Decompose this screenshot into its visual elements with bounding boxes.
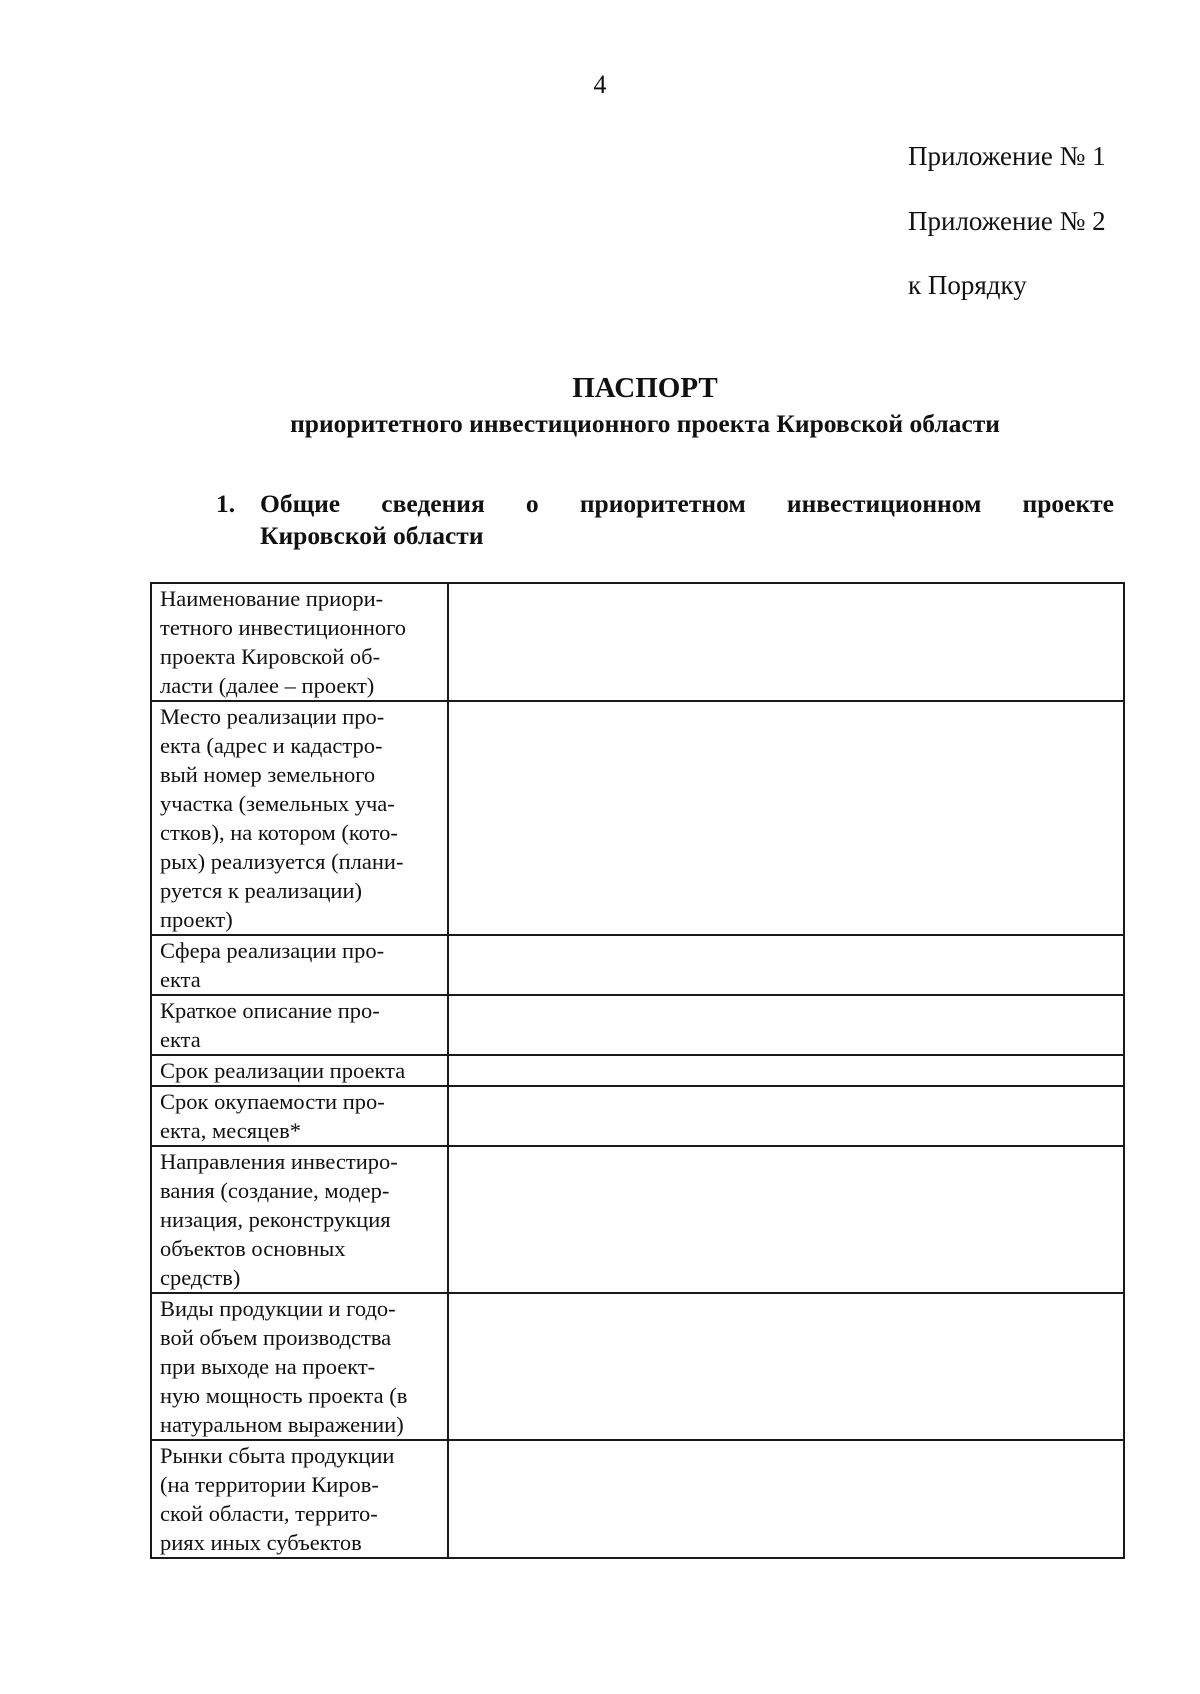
- field-label-line: екта: [160, 1027, 201, 1052]
- field-value-cell[interactable]: [448, 1055, 1124, 1086]
- table-row: [151, 935, 1124, 995]
- field-label-line: рых) реализуется (плани-: [160, 849, 404, 874]
- field-label-line: Срок окупаемости про-: [160, 1089, 385, 1114]
- field-label-cell: [151, 1293, 448, 1440]
- section-heading-word: инвестиционном: [786, 489, 982, 518]
- field-label-line: Сфера реализации про-: [160, 938, 385, 963]
- table-row: [151, 1086, 1124, 1146]
- document-title: ПАСПОРТ: [572, 372, 718, 404]
- section-heading-word: о: [525, 489, 539, 518]
- table-row: [151, 1146, 1124, 1293]
- field-value-cell[interactable]: [448, 701, 1124, 935]
- field-label-line: ную мощность проекта (в: [160, 1383, 408, 1408]
- table-row: [151, 995, 1124, 1055]
- field-label-line: ской области, террито-: [160, 1501, 378, 1526]
- field-label-line: Рынки сбыта продукции: [160, 1443, 395, 1468]
- field-label-line: Виды продукции и годо-: [160, 1296, 396, 1321]
- field-label-cell: [151, 583, 448, 701]
- table-row: [151, 701, 1124, 935]
- field-value-cell[interactable]: [448, 1086, 1124, 1146]
- field-label-line: натуральном выражении): [160, 1412, 404, 1437]
- field-label-cell: [151, 1146, 448, 1293]
- field-label-line: участка (земельных уча-: [160, 791, 395, 816]
- field-value-cell[interactable]: [448, 995, 1124, 1055]
- field-label-cell: [151, 995, 448, 1055]
- field-label-cell: [151, 1086, 448, 1146]
- field-label-line: объектов основных: [160, 1236, 346, 1261]
- field-label-line: екта, месяцев*: [160, 1118, 301, 1143]
- field-label-cell: [151, 1440, 448, 1558]
- field-label-line: вания (создание, модер-: [160, 1178, 390, 1203]
- field-label-line: вый номер земельного: [160, 762, 376, 787]
- field-label-line: ласти (далее – проект): [160, 673, 375, 698]
- table-row: [151, 583, 1124, 701]
- table-row: [151, 1293, 1124, 1440]
- field-label-line: риях иных субъектов: [160, 1530, 362, 1555]
- section-heading-word: сведения: [381, 489, 485, 518]
- section-heading-line-2: Кировской области: [260, 521, 484, 550]
- field-label-cell: [151, 701, 448, 935]
- field-label-cell: [151, 1055, 448, 1086]
- field-value-cell[interactable]: [448, 583, 1124, 701]
- table-row: [151, 1440, 1124, 1558]
- appendix-1-label: Приложение № 1: [908, 141, 1106, 171]
- field-label-line: вой объем производства: [160, 1325, 392, 1350]
- field-label-line: при выходе на проект-: [160, 1354, 376, 1379]
- field-label-line: Краткое описание про-: [160, 998, 380, 1023]
- field-label-cell: [151, 935, 448, 995]
- table-row: [151, 1055, 1124, 1086]
- field-label-line: екта: [160, 967, 201, 992]
- field-label-line: тетного инвестиционного: [160, 615, 407, 640]
- field-label-line: низация, реконструкция: [160, 1207, 391, 1232]
- field-label-line: екта (адрес и кадастро-: [160, 733, 383, 758]
- field-value-cell[interactable]: [448, 935, 1124, 995]
- passport-table: [150, 582, 1125, 1559]
- document-subtitle: приоритетного инвестиционного проекта Кировской области: [290, 409, 1000, 438]
- field-label-line: средств): [160, 1265, 241, 1290]
- appendix-order-label: к Порядку: [908, 270, 1027, 300]
- field-label-line: проекта Кировской об-: [160, 644, 381, 669]
- page-number: 4: [593, 70, 607, 99]
- section-heading-line-1: [260, 488, 1114, 520]
- field-label-line: проект): [160, 907, 233, 932]
- field-value-cell[interactable]: [448, 1440, 1124, 1558]
- field-label-line: стков), на котором (кото-: [160, 820, 398, 845]
- field-label-line: Направления инвестиро-: [160, 1149, 398, 1174]
- field-value-cell[interactable]: [448, 1293, 1124, 1440]
- field-label-line: Срок реализации проекта: [160, 1058, 406, 1083]
- field-label-line: Место реализации про-: [160, 704, 385, 729]
- section-heading-word: приоритетном: [579, 489, 746, 518]
- section-number: 1.: [216, 489, 236, 518]
- section-heading-word: Общие: [260, 489, 341, 518]
- field-label-line: руется к реализации): [160, 878, 362, 903]
- field-label-line: (на территории Киров-: [160, 1472, 379, 1497]
- appendix-2-label: Приложение № 2: [908, 206, 1106, 236]
- section-heading-word: проекте: [1022, 489, 1114, 518]
- field-value-cell[interactable]: [448, 1146, 1124, 1293]
- field-label-line: Наименование приори-: [160, 586, 384, 611]
